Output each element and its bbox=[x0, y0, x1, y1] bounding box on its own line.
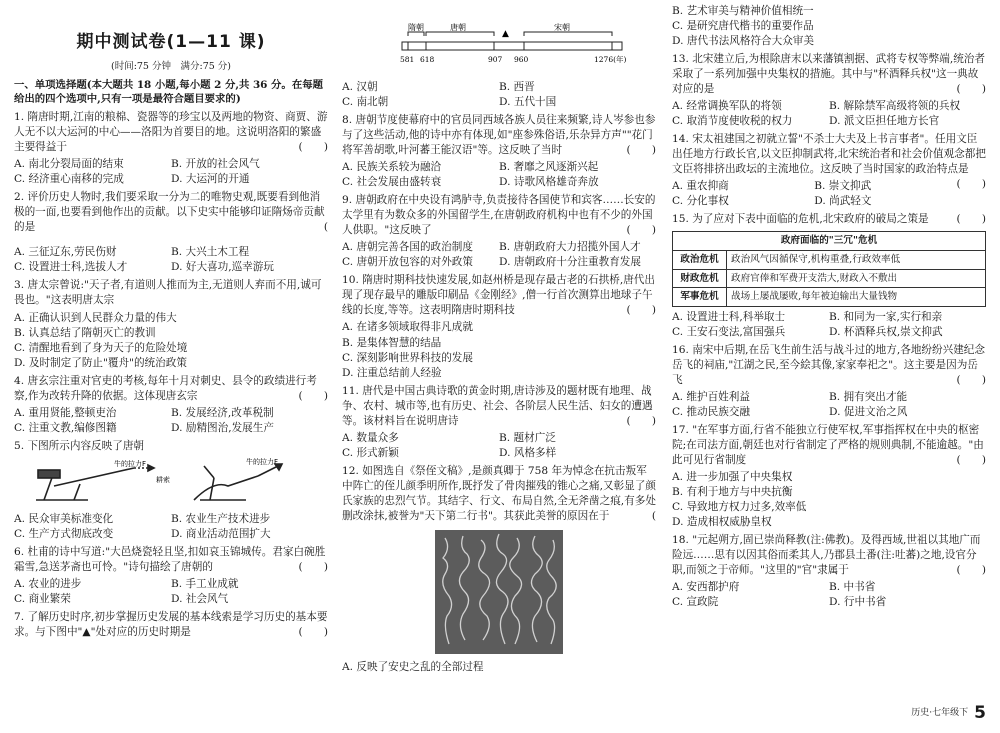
option-a: A. 重用贤能,整顿吏治 bbox=[14, 406, 117, 419]
question-5 bbox=[14, 439, 328, 542]
option-a: A. 唐朝完善各国的政治制度 bbox=[342, 241, 473, 254]
option-a: A. 经常调换军队的将领 bbox=[672, 100, 782, 113]
option-d: D. 五代十国 bbox=[499, 96, 557, 109]
option-b: B. 艺术审美与精神价值相统一 bbox=[672, 5, 814, 17]
question-6 bbox=[14, 545, 328, 607]
question-18 bbox=[672, 533, 986, 610]
page-footer bbox=[911, 701, 986, 725]
question-stem: 14. 宋太祖建国之初就立誓"不杀士大夫及上书言事者"。任用文臣出任地方行政长官,以文臣抑制武将,北宋统治者和社会价值观念都把文臣将排挤出政坛的主流地位。这反映了当时国家的政治特点是 bbox=[672, 133, 986, 176]
timeline-tick-1276: 1276(年) bbox=[594, 55, 627, 64]
table-cell-key: 军事危机 bbox=[673, 288, 727, 307]
option-a: A. 农业的进步 bbox=[14, 577, 82, 590]
question-16 bbox=[672, 343, 986, 420]
option-b: B. 手工业成就 bbox=[171, 577, 239, 590]
timeline-label-tang: 唐朝 bbox=[450, 23, 466, 32]
option-a: A. 重农抑商 bbox=[672, 180, 729, 193]
option-c: C. 是研究唐代楷书的重要作品 bbox=[672, 20, 814, 33]
option-d: D. 唐代书法风格符合大众审美 bbox=[672, 35, 814, 48]
option-d: D. 派文臣担任地方长官 bbox=[829, 115, 940, 128]
question-stem: 10. 隋唐时期科技快速发展,如赵州桥是现存最古老的石拱桥,唐代出现了现存最早的雕版印刷品《金刚经》,僧一行首次测算出地球子午线的长度,等等。这表明隋唐时期科技 bbox=[342, 274, 655, 317]
fig-label-force-left: 牛的拉力F bbox=[114, 459, 147, 468]
page-number: 5 bbox=[974, 702, 986, 723]
option-d: D. 及时制定了防止"覆舟"的统治政策 bbox=[14, 356, 187, 369]
question-stem: 6. 杜甫的诗中写道:"大邑烧瓷轻且坚,扣如哀玉锦城传。君家白碗胜霜雪,急送茅斋也可怜。"诗句描绘了唐朝的 bbox=[14, 545, 326, 573]
crisis-table bbox=[672, 231, 986, 306]
plough-figure bbox=[14, 456, 328, 508]
question-15 bbox=[672, 212, 986, 340]
option-d: D. 商业活动范围扩大 bbox=[171, 527, 271, 540]
option-c: C. 商业繁荣 bbox=[14, 592, 71, 605]
option-c: C. 导致地方权力过多,效率低 bbox=[672, 501, 807, 514]
option-b: B. 和同为一家,实行和亲 bbox=[829, 310, 943, 323]
option-d: D. 好大喜功,巡幸游玩 bbox=[171, 261, 274, 274]
question-13 bbox=[672, 52, 986, 129]
fig-label-rope: 耕索 bbox=[156, 475, 170, 484]
answer-paren: ( ) bbox=[298, 389, 328, 402]
question-stem: 1. 隋唐时期,江南的粮棉、瓷器等的珍宝以及两地的物资、商贾、游人无不以大运河的中心——洛阳为首要目的地。这说明洛阳的繁盛主要得益于 bbox=[14, 111, 328, 154]
option-c: C. 取消节度使收税的权力 bbox=[672, 115, 793, 128]
column-left bbox=[14, 22, 328, 640]
option-b: B. 题材广泛 bbox=[499, 431, 556, 444]
option-c: C. 分化事权 bbox=[672, 195, 729, 208]
option-b: B. 拥有突出才能 bbox=[829, 391, 908, 404]
question-stem: 8. 唐朝节度使幕府中的官员同西域各族人员往来频繁,诗人岑参也参与了这些活动,他的诗中亦有体现,如"座参殊俗语,乐杂异方声""花门将军善胡歌,叶河蕃王能汉语"等。这反映了当时 bbox=[342, 114, 656, 157]
option-b: B. 解除禁军高级将领的兵权 bbox=[829, 100, 961, 113]
option-d: D. 注重总结前人经验 bbox=[342, 366, 442, 379]
calligraphy-image bbox=[435, 530, 563, 654]
question-stem: 7. 了解历史时序,初步掌握历史发展的基本线索是学习历史的基本要求。与下图中"▲"处对应的历史时期是 bbox=[14, 610, 328, 639]
question-17 bbox=[672, 423, 986, 530]
answer-paren: ( ) bbox=[626, 304, 656, 317]
table-cell-value: 战场上屡战屡败,每年被迫输出大量钱物 bbox=[727, 288, 986, 307]
option-c: C. 社会发展由盛转衰 bbox=[342, 176, 442, 189]
option-d: D. 大运河的开通 bbox=[171, 173, 250, 186]
option-a: A. 进一步加强了中央集权 bbox=[672, 471, 793, 484]
option-d: D. 尚武轻文 bbox=[814, 195, 872, 208]
option-a: A. 安西都护府 bbox=[672, 581, 740, 594]
option-a: A. 数量众多 bbox=[342, 431, 399, 444]
option-d: D. 杯酒释兵权,崇文抑武 bbox=[829, 325, 943, 338]
option-c: C. 宣政院 bbox=[672, 596, 719, 609]
option-b: B. 中书省 bbox=[829, 581, 876, 594]
footer-book-label: 历史·七年级下 bbox=[911, 707, 969, 718]
question-stem: 9. 唐朝政府在中央设有鸿胪寺,负责接待各国使节和宾客……长安的太学里有为数众多的外国留学生,在唐朝政府机构中也有不少的外国人供职。"这反映了 bbox=[342, 194, 656, 237]
question-stem: 13. 北宋建立后,为根除唐末以来藩镇割据、武将专权等弊端,统治者采取了一系列加强中央集权的措施。其中与"杯酒释兵权"这一典故对应的是 bbox=[672, 53, 985, 96]
question-4 bbox=[14, 374, 328, 436]
question-stem: 3. 唐太宗曾说:"天子者,有道则人推而为主,无道则人弃而不用,诚可畏也。"这表明唐太宗 bbox=[14, 279, 322, 307]
answer-paren: ( ) bbox=[298, 626, 328, 639]
answer-paren: ( ) bbox=[956, 213, 986, 226]
option-b: B. 开放的社会风气 bbox=[171, 158, 260, 171]
option-a: A. 维护百姓利益 bbox=[672, 391, 750, 404]
option-c: C. 深刻影响世界科技的发展 bbox=[342, 351, 473, 364]
option-c: C. 王安石变法,富国强兵 bbox=[672, 325, 786, 338]
option-a: A. 南北分裂局面的结束 bbox=[14, 158, 124, 171]
table-header: 政府面临的"三冗"危机 bbox=[673, 232, 986, 251]
paper-title: 期中测试卷(1—11 课) bbox=[76, 32, 266, 52]
timeline-tick-960: 960 bbox=[514, 55, 529, 64]
table-cell-value: 政治风气因循保守,机构重叠,行政效率低 bbox=[727, 251, 986, 270]
question-12 bbox=[342, 464, 656, 675]
table-row bbox=[673, 269, 986, 288]
fig-label-force-right: 牛的拉力F bbox=[246, 457, 279, 466]
answer-paren: ( ) bbox=[626, 144, 656, 157]
answer-paren: ( bbox=[651, 509, 656, 522]
table-cell-key: 财政危机 bbox=[673, 269, 727, 288]
table-cell-value: 政府官俸和军费开支浩大,财政入不敷出 bbox=[727, 269, 986, 288]
answer-paren: ( ) bbox=[956, 178, 986, 191]
question-2 bbox=[14, 190, 328, 275]
question-8 bbox=[342, 113, 656, 190]
option-d: D. 促进文治之风 bbox=[829, 406, 908, 419]
answer-paren: ( ) bbox=[626, 414, 656, 427]
option-c: C. 推动民族交融 bbox=[672, 406, 751, 419]
timeline-tick-907: 907 bbox=[488, 55, 503, 64]
option-c: C. 唐朝开放包容的对外政策 bbox=[342, 256, 473, 269]
option-d: D. 诗歌风格雄奇奔放 bbox=[499, 176, 599, 189]
timeline-figure bbox=[342, 22, 656, 78]
question-3 bbox=[14, 278, 328, 370]
option-d: D. 行中书省 bbox=[829, 596, 887, 609]
timeline-label-sui: 隋朝 bbox=[408, 23, 424, 32]
question-10 bbox=[342, 273, 656, 380]
option-b: B. 大兴土木工程 bbox=[171, 246, 250, 259]
option-c: C. 设置进士科,选拔人才 bbox=[14, 261, 128, 274]
plough-diagram bbox=[14, 456, 314, 508]
paper-subtitle: (时间:75 分钟 满分:75 分) bbox=[110, 61, 232, 73]
question-stem: 17. "在军事方面,行省不能独立行使军权,军事指挥权在中央的枢密院;在司法方面,朝廷也对行省制定了严格的规则典制,不能逾越。"由此可见行省制度 bbox=[672, 424, 984, 467]
option-b: B. 有利于地方与中央抗衡 bbox=[672, 486, 793, 499]
question-1 bbox=[14, 110, 328, 187]
timeline-marker: ▲ bbox=[502, 29, 509, 39]
answer-paren: ( ) bbox=[298, 141, 328, 154]
table-cell-key: 政治危机 bbox=[673, 251, 727, 270]
table-row bbox=[673, 288, 986, 307]
option-c: C. 生产方式彻底改变 bbox=[14, 527, 114, 540]
option-d: D. 唐朝政府十分注重教育发展 bbox=[499, 256, 641, 269]
timeline-tick-581: 581 bbox=[400, 55, 415, 64]
question-stem: 16. 南宋中后期,在岳飞生前生活与战斗过的地方,各地纷纷兴建纪念岳飞的祠庙,"江湖之民,至今絵其像,家家奉祀之"。这主要是因为岳飞 bbox=[672, 343, 985, 386]
option-a: A. 汉朝 bbox=[342, 81, 378, 93]
option-a: A. 三征辽东,劳民伤财 bbox=[14, 246, 117, 259]
answer-paren: ( ) bbox=[956, 83, 986, 96]
timeline-label-song: 宋朝 bbox=[554, 23, 570, 32]
option-c: C. 经济重心南移的完成 bbox=[14, 173, 124, 186]
option-a: A. 正确认识到人民群众力量的伟大 bbox=[14, 311, 177, 324]
option-a: A. 反映了安史之乱的全部过程 bbox=[342, 660, 484, 673]
question-14 bbox=[672, 132, 986, 209]
option-c: C. 南北朝 bbox=[342, 96, 389, 109]
question-11 bbox=[342, 384, 656, 461]
answer-paren: ( ) bbox=[956, 454, 986, 467]
table-row bbox=[673, 251, 986, 270]
option-b: B. 崇文抑武 bbox=[814, 180, 872, 193]
option-a: A. 设置进士科,科举取士 bbox=[672, 310, 786, 323]
option-b: B. 唐朝政府大力招揽外国人才 bbox=[499, 241, 641, 254]
question-stem: 4. 唐玄宗注重对官吏的考核,每年十月对刺史、县令的政绩进行考察,作为改转升降的依据。这体现唐玄宗 bbox=[14, 374, 317, 402]
option-d: D. 造成相权威胁皇权 bbox=[672, 516, 772, 529]
option-a: A. 民族关系较为融洽 bbox=[342, 161, 442, 174]
option-c: C. 清醒地看到了身为天子的危险处境 bbox=[14, 341, 188, 354]
option-d: D. 励精图治,发展生产 bbox=[171, 421, 274, 434]
answer-paren: ( ) bbox=[956, 374, 986, 386]
answer-paren: ( bbox=[323, 221, 328, 234]
option-b: B. 发展经济,改革税制 bbox=[171, 406, 274, 419]
option-c: C. 形式新颖 bbox=[342, 446, 399, 459]
option-d: D. 社会风气 bbox=[171, 592, 229, 605]
option-b: B. 西晋 bbox=[499, 81, 535, 93]
question-stem: 15. 为了应对下表中面临的危机,北宋政府的破局之策是 bbox=[672, 213, 929, 226]
timeline-tick-618: 618 bbox=[420, 55, 435, 64]
option-c: C. 注重文教,编修图籍 bbox=[14, 421, 117, 434]
question-stem: 2. 评价历史人物时,我们要采取一分为二的唯物史观,既要看到他消极的一面,也要看到他作出的贡献。以下史实中能够印证隋炀帝贡献的是 bbox=[14, 191, 325, 234]
option-a: A. 民众审美标准变化 bbox=[14, 512, 114, 525]
question-7-options bbox=[342, 80, 656, 110]
question-stem: 18. "元起朔方,固已崇尚释教(注:佛教)。及得西域,世祖以其地广而险远……思有以因其俗而柔其人,乃郡县土番(注:吐蕃)之地,设官分职,而领之于帝师。"这里的"官"隶属于 bbox=[672, 534, 981, 577]
column-right bbox=[672, 2, 986, 610]
option-d: D. 风格多样 bbox=[499, 446, 557, 459]
option-b: B. 奢靡之风逐渐兴起 bbox=[499, 161, 599, 174]
calligraphy-strokes bbox=[435, 530, 563, 654]
question-stem: 12. 如图选自《祭侄文稿》,是颜真卿于 758 年为悼念在抗击叛军中阵亡的侄儿颜季明所作,既抒发了骨肉摧残的锥心之痛,又彰显了颜氏家族的忠烈气节。其结字、行文、布局自然,全无斧凿之痕,有多处删改涂抹,被誉为"天下第二行书"。其获此美誉的原因在于 bbox=[342, 464, 656, 522]
question-9 bbox=[342, 193, 656, 270]
option-b: B. 农业生产技术进步 bbox=[171, 512, 271, 525]
option-b: B. 认真总结了隋朝灭亡的教训 bbox=[14, 326, 156, 339]
option-b: B. 是集体智慧的结晶 bbox=[342, 336, 442, 349]
question-7 bbox=[14, 610, 328, 640]
question-12-options-cont bbox=[672, 4, 986, 49]
answer-paren: ( ) bbox=[626, 224, 656, 237]
option-a: A. 在诸多领域取得非凡成就 bbox=[342, 321, 473, 334]
timeline-diagram bbox=[342, 22, 656, 78]
answer-paren: ( ) bbox=[956, 564, 986, 577]
column-middle bbox=[342, 22, 656, 675]
question-stem: 11. 唐代是中国古典诗歌的黄金时期,唐诗涉及的题材既有地理、战争、农村、城市等,也有历史、社会、各阶层人民生活、妇女的遭遇等。该材料旨在说明唐诗 bbox=[342, 384, 653, 427]
answer-paren: ( ) bbox=[298, 560, 328, 573]
question-stem: 5. 下图所示内容反映了唐朝 bbox=[14, 439, 145, 452]
section-heading: 一、单项选择题(本大题共 18 小题,每小题 2 分,共 36 分。在每题给出的四个选项中,只有一项是最符合题目要求的) bbox=[14, 78, 323, 106]
